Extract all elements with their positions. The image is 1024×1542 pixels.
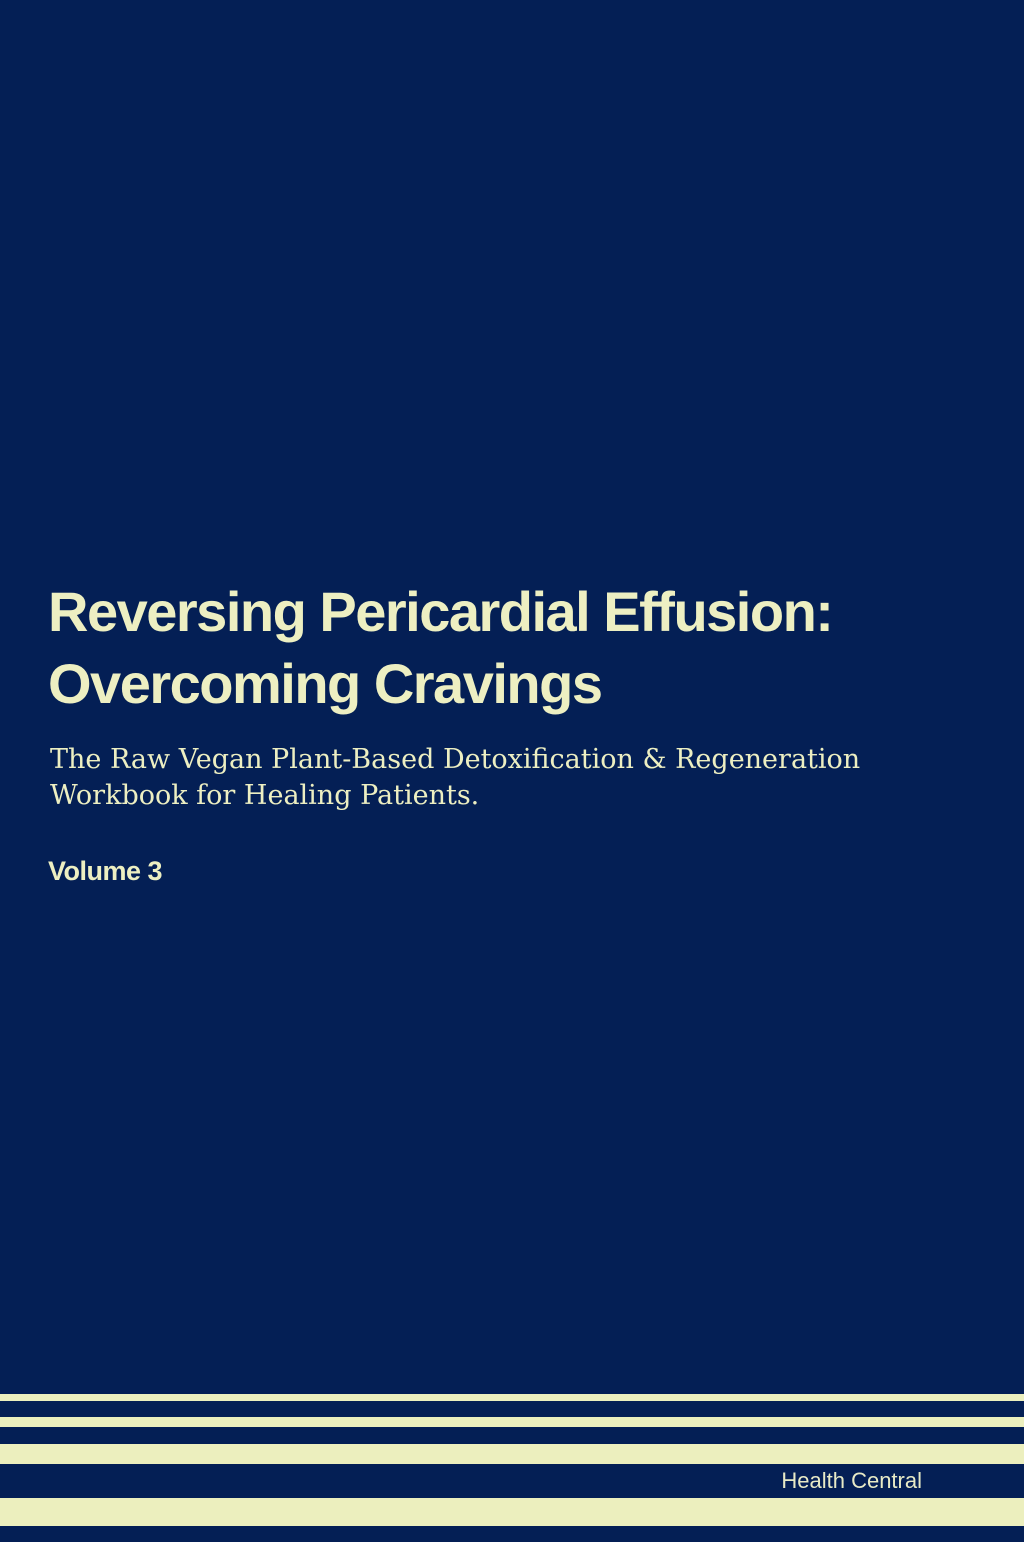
book-subtitle-line-2: Workbook for Healing Patients. <box>50 780 480 811</box>
stripe-gap-3 <box>0 1526 1024 1542</box>
stripe-thin-2 <box>0 1417 1024 1427</box>
book-subtitle-line-1: The Raw Vegan Plant-Based Detoxification & Regeneration <box>50 744 861 775</box>
book-title-line-2: Overcoming Cravings <box>48 652 602 715</box>
book-title-line-1: Reversing Pericardial Effusion: <box>48 580 833 643</box>
book-subtitle <box>50 742 860 814</box>
stripe-medium <box>0 1444 1024 1464</box>
stripe-thin-1 <box>0 1394 1024 1401</box>
stripe-gap-2 <box>0 1427 1024 1444</box>
footer-stripes <box>0 1394 1024 1542</box>
volume-label: Volume 3 <box>48 856 163 886</box>
stripe-gap-1 <box>0 1401 1024 1417</box>
publisher-band <box>0 1464 1024 1498</box>
publisher-name: Health Central <box>781 1468 922 1493</box>
book-title <box>48 576 832 720</box>
stripe-wide <box>0 1498 1024 1526</box>
